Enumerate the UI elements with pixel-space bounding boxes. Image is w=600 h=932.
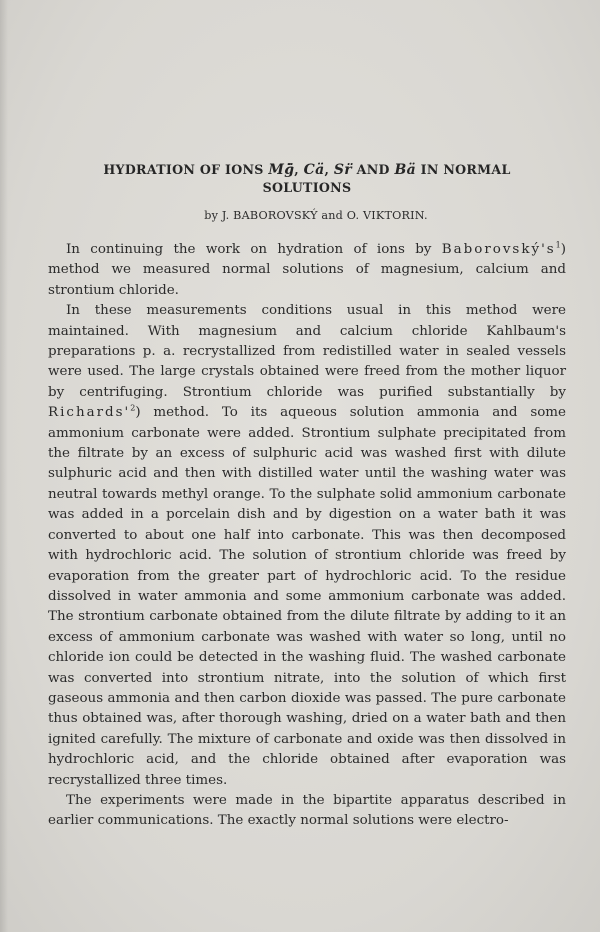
ion-ca: Cä — [303, 162, 325, 178]
ion-ba: Bä — [394, 162, 416, 178]
ion-mg: Mg̈̇ — [268, 162, 295, 178]
author-name-baborovsky: Baborovský's — [441, 242, 556, 257]
paragraph-2-text-a: In these measurements conditions usual in this method were maintained. With magnesium and calcium chloride Kahlbaum's preparations p. a. recrystallized from redistilled water in sealed vessels were used. The large crystals obtained were freed from the mother liquor by centrifuging. Strontium chloride was purified substantially by — [48, 303, 566, 400]
footnote-ref-2: 2 — [130, 403, 136, 413]
title-separator-2: , — [324, 162, 334, 177]
footnote-ref-1: 1 — [555, 240, 561, 250]
paragraph-2 — [48, 301, 566, 791]
title-part-3: IN NORMAL SOLUTIONS — [262, 162, 511, 195]
paragraph-1 — [48, 240, 566, 301]
title-part-2: AND — [351, 162, 395, 177]
article-body — [48, 240, 566, 832]
paragraph-1-text-b: ) method we measured normal solutions of magnesium, calcium and strontium chloride. — [48, 242, 566, 298]
paragraph-1-text-a: In continuing the work on hydration of ions by — [66, 242, 442, 257]
paragraph-3: The experiments were made in the bipartite apparatus described in earlier communications. The exactly normal solutions were electro- — [48, 792, 566, 829]
paragraph-2-text-b: ) method. To its aqueous solution ammonia and some ammonium carbonate were added. Strontium sulphate precipitated from the filtrate by an excess of sulphuric acid was washed first with dilute sulphuric acid and then with distilled water until the washing water was neutral towards methyl orange. To the sulphate solid ammonium carbonate was added in a porcelain dish and by digestion on a water bath it was converted to about one half into carbonate. This was then decomposed with hydrochloric acid. The solution of strontium chloride was freed by evaporation from the greater part of hydrochloric acid. To the residue dissolved in water ammonia and some ammonium carbonate was added. The strontium carbonate obtained from the dilute filtrate by adding to it an excess of ammonium carbonate was washed with water so long, until no chloride ion could be detected in the washing fluid. The washed carbonate was converted into strontium nitrate, into the solution of which first gaseous ammonia and then carbon dioxide was passed. The pure carbonate thus obtained was, after thorough washing, dried on a water bath and then ignited carefully. The mixture of carbonate and oxide was then dissolved in hydrochloric acid, and the chloride obtained after evaporation was recrystallized three times. — [48, 405, 566, 788]
title-separator-1: , — [294, 162, 304, 177]
article — [48, 161, 566, 832]
ion-sr: Sr̈ — [333, 162, 352, 178]
page-edge-shadow — [0, 0, 8, 932]
title-part-1: HYDRATION OF IONS — [103, 162, 269, 177]
author-name-richards: Richards' — [48, 405, 131, 421]
article-authors: by J. BABOROVSKÝ and O. VIKTORIN. — [204, 209, 428, 222]
article-title — [58, 161, 556, 196]
